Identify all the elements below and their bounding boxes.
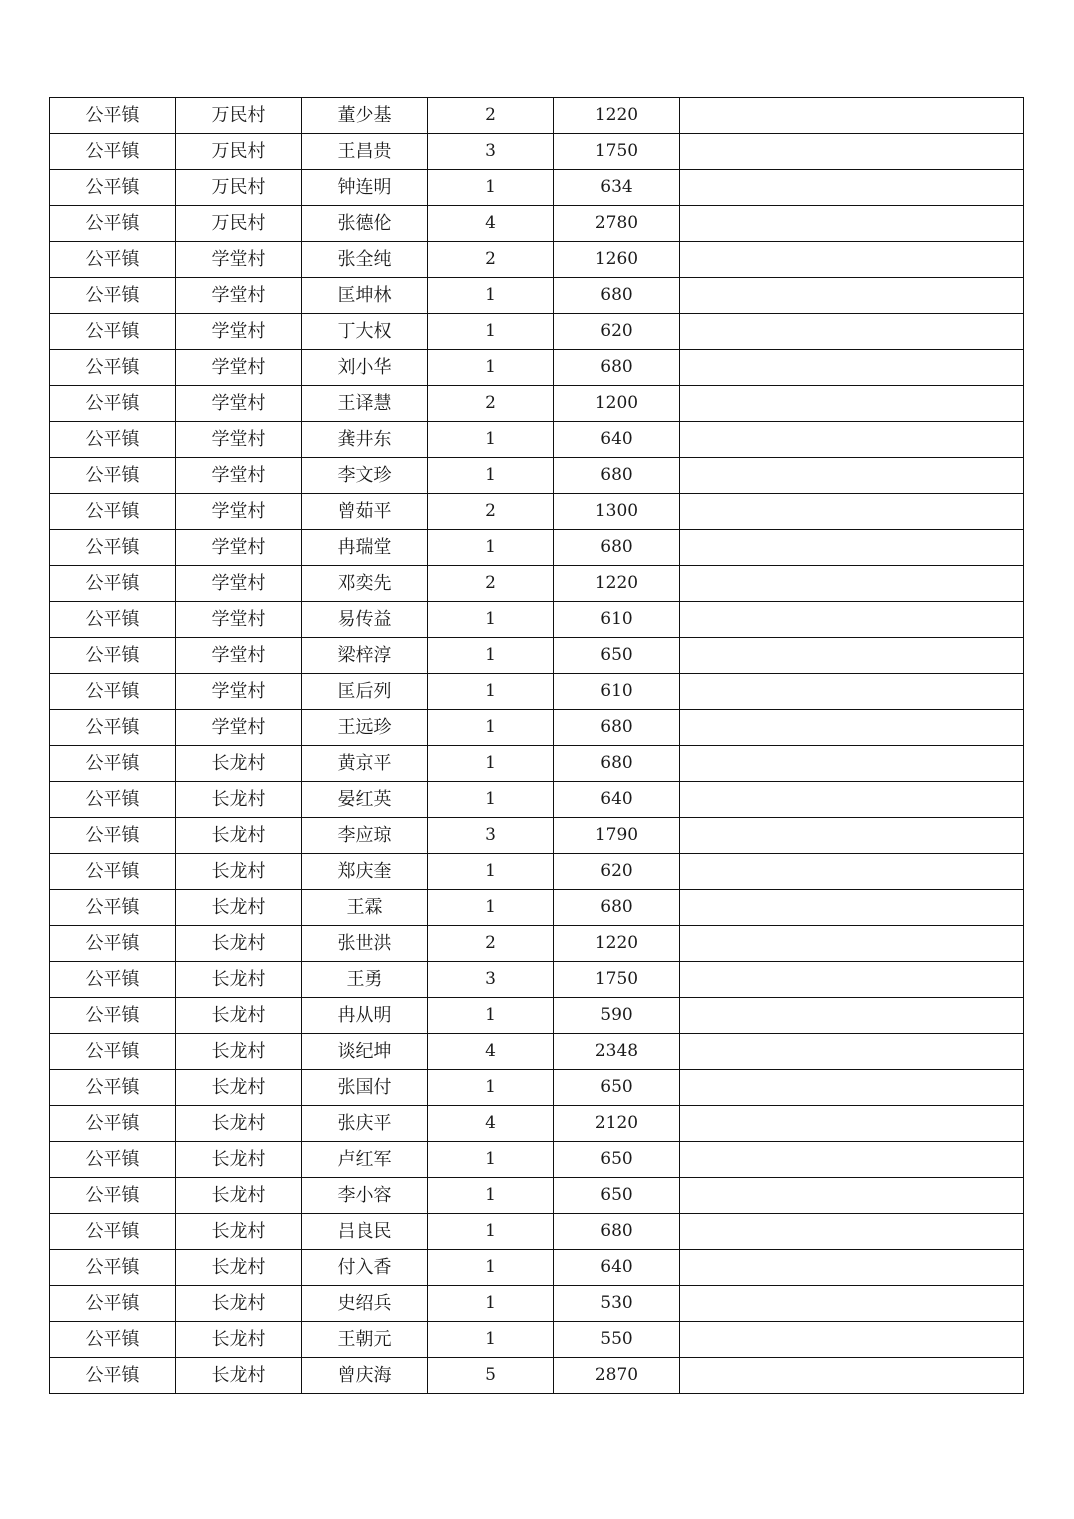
note-cell [680, 746, 1024, 782]
town-cell: 公平镇 [50, 1142, 176, 1178]
town-cell: 公平镇 [50, 926, 176, 962]
note-cell [680, 314, 1024, 350]
name-cell: 冉从明 [302, 998, 428, 1034]
name-cell: 曾茹平 [302, 494, 428, 530]
amount-cell: 1220 [554, 566, 680, 602]
village-cell: 学堂村 [176, 350, 302, 386]
table-row [50, 1178, 1024, 1214]
village-cell: 长龙村 [176, 962, 302, 998]
village-cell: 学堂村 [176, 458, 302, 494]
amount-cell: 530 [554, 1286, 680, 1322]
village-cell: 长龙村 [176, 746, 302, 782]
village-cell: 学堂村 [176, 710, 302, 746]
household-count-cell: 1 [428, 638, 554, 674]
household-count-cell: 1 [428, 1286, 554, 1322]
household-count-cell: 1 [428, 1142, 554, 1178]
note-cell [680, 530, 1024, 566]
amount-cell: 590 [554, 998, 680, 1034]
village-cell: 学堂村 [176, 314, 302, 350]
amount-cell: 2348 [554, 1034, 680, 1070]
household-count-cell: 3 [428, 962, 554, 998]
household-count-cell: 4 [428, 206, 554, 242]
household-count-cell: 1 [428, 1250, 554, 1286]
table-row [50, 854, 1024, 890]
village-cell: 学堂村 [176, 530, 302, 566]
town-cell: 公平镇 [50, 998, 176, 1034]
table-row [50, 1286, 1024, 1322]
name-cell: 晏红英 [302, 782, 428, 818]
note-cell [680, 1178, 1024, 1214]
table-row [50, 278, 1024, 314]
village-cell: 长龙村 [176, 1178, 302, 1214]
amount-cell: 620 [554, 314, 680, 350]
village-cell: 长龙村 [176, 1106, 302, 1142]
table-row [50, 1250, 1024, 1286]
note-cell [680, 638, 1024, 674]
amount-cell: 680 [554, 890, 680, 926]
household-count-cell: 3 [428, 134, 554, 170]
amount-cell: 650 [554, 1070, 680, 1106]
table-row [50, 782, 1024, 818]
note-cell [680, 1286, 1024, 1322]
household-count-cell: 1 [428, 278, 554, 314]
table-row [50, 746, 1024, 782]
village-cell: 学堂村 [176, 566, 302, 602]
note-cell [680, 818, 1024, 854]
table-row [50, 458, 1024, 494]
name-cell: 匡后列 [302, 674, 428, 710]
amount-cell: 650 [554, 1142, 680, 1178]
amount-cell: 1220 [554, 98, 680, 134]
village-cell: 长龙村 [176, 926, 302, 962]
table-row [50, 566, 1024, 602]
village-cell: 长龙村 [176, 1214, 302, 1250]
household-count-cell: 5 [428, 1358, 554, 1394]
village-cell: 长龙村 [176, 782, 302, 818]
household-count-cell: 2 [428, 494, 554, 530]
amount-cell: 1750 [554, 962, 680, 998]
town-cell: 公平镇 [50, 962, 176, 998]
household-count-cell: 2 [428, 242, 554, 278]
records-table [49, 97, 1024, 1394]
village-cell: 学堂村 [176, 674, 302, 710]
note-cell [680, 1214, 1024, 1250]
amount-cell: 640 [554, 1250, 680, 1286]
note-cell [680, 710, 1024, 746]
amount-cell: 1200 [554, 386, 680, 422]
household-count-cell: 1 [428, 1178, 554, 1214]
table-row [50, 1214, 1024, 1250]
town-cell: 公平镇 [50, 638, 176, 674]
note-cell [680, 458, 1024, 494]
household-count-cell: 1 [428, 314, 554, 350]
amount-cell: 2780 [554, 206, 680, 242]
village-cell: 长龙村 [176, 1250, 302, 1286]
table-row [50, 206, 1024, 242]
household-count-cell: 2 [428, 566, 554, 602]
note-cell [680, 386, 1024, 422]
amount-cell: 680 [554, 278, 680, 314]
household-count-cell: 3 [428, 818, 554, 854]
name-cell: 王昌贵 [302, 134, 428, 170]
name-cell: 张全纯 [302, 242, 428, 278]
name-cell: 谈纪坤 [302, 1034, 428, 1070]
household-count-cell: 1 [428, 422, 554, 458]
town-cell: 公平镇 [50, 350, 176, 386]
name-cell: 王霖 [302, 890, 428, 926]
town-cell: 公平镇 [50, 710, 176, 746]
note-cell [680, 602, 1024, 638]
note-cell [680, 962, 1024, 998]
town-cell: 公平镇 [50, 1034, 176, 1070]
name-cell: 匡坤林 [302, 278, 428, 314]
note-cell [680, 854, 1024, 890]
table-row [50, 1322, 1024, 1358]
table-row [50, 926, 1024, 962]
amount-cell: 1300 [554, 494, 680, 530]
name-cell: 张德伦 [302, 206, 428, 242]
town-cell: 公平镇 [50, 1106, 176, 1142]
name-cell: 丁大权 [302, 314, 428, 350]
table-row [50, 386, 1024, 422]
table-row [50, 134, 1024, 170]
household-count-cell: 1 [428, 458, 554, 494]
note-cell [680, 1322, 1024, 1358]
town-cell: 公平镇 [50, 602, 176, 638]
name-cell: 张庆平 [302, 1106, 428, 1142]
amount-cell: 2870 [554, 1358, 680, 1394]
note-cell [680, 890, 1024, 926]
table-row [50, 350, 1024, 386]
note-cell [680, 494, 1024, 530]
village-cell: 长龙村 [176, 890, 302, 926]
amount-cell: 650 [554, 638, 680, 674]
town-cell: 公平镇 [50, 1286, 176, 1322]
note-cell [680, 1070, 1024, 1106]
amount-cell: 680 [554, 1214, 680, 1250]
note-cell [680, 566, 1024, 602]
household-count-cell: 1 [428, 854, 554, 890]
name-cell: 钟连明 [302, 170, 428, 206]
amount-cell: 1220 [554, 926, 680, 962]
town-cell: 公平镇 [50, 566, 176, 602]
amount-cell: 2120 [554, 1106, 680, 1142]
name-cell: 张世洪 [302, 926, 428, 962]
household-count-cell: 1 [428, 530, 554, 566]
name-cell: 梁梓淳 [302, 638, 428, 674]
note-cell [680, 350, 1024, 386]
note-cell [680, 1250, 1024, 1286]
amount-cell: 680 [554, 530, 680, 566]
household-count-cell: 1 [428, 350, 554, 386]
household-count-cell: 1 [428, 710, 554, 746]
amount-cell: 1790 [554, 818, 680, 854]
name-cell: 卢红军 [302, 1142, 428, 1178]
records-table-body [50, 98, 1024, 1394]
household-count-cell: 1 [428, 998, 554, 1034]
name-cell: 曾庆海 [302, 1358, 428, 1394]
table-row [50, 962, 1024, 998]
table-row [50, 98, 1024, 134]
town-cell: 公平镇 [50, 170, 176, 206]
town-cell: 公平镇 [50, 386, 176, 422]
household-count-cell: 1 [428, 890, 554, 926]
village-cell: 长龙村 [176, 1142, 302, 1178]
table-row [50, 890, 1024, 926]
village-cell: 万民村 [176, 206, 302, 242]
town-cell: 公平镇 [50, 1214, 176, 1250]
household-count-cell: 1 [428, 674, 554, 710]
name-cell: 龚井东 [302, 422, 428, 458]
table-row [50, 1070, 1024, 1106]
household-count-cell: 1 [428, 746, 554, 782]
town-cell: 公平镇 [50, 854, 176, 890]
amount-cell: 610 [554, 674, 680, 710]
note-cell [680, 1358, 1024, 1394]
town-cell: 公平镇 [50, 890, 176, 926]
name-cell: 王译慧 [302, 386, 428, 422]
note-cell [680, 1034, 1024, 1070]
note-cell [680, 674, 1024, 710]
amount-cell: 650 [554, 1178, 680, 1214]
name-cell: 李文珍 [302, 458, 428, 494]
name-cell: 刘小华 [302, 350, 428, 386]
note-cell [680, 782, 1024, 818]
amount-cell: 680 [554, 710, 680, 746]
table-row [50, 998, 1024, 1034]
table-row [50, 170, 1024, 206]
name-cell: 黄京平 [302, 746, 428, 782]
table-row [50, 530, 1024, 566]
town-cell: 公平镇 [50, 1358, 176, 1394]
household-count-cell: 4 [428, 1034, 554, 1070]
table-row [50, 1142, 1024, 1178]
town-cell: 公平镇 [50, 134, 176, 170]
town-cell: 公平镇 [50, 206, 176, 242]
village-cell: 万民村 [176, 98, 302, 134]
household-count-cell: 1 [428, 1214, 554, 1250]
note-cell [680, 206, 1024, 242]
town-cell: 公平镇 [50, 278, 176, 314]
amount-cell: 640 [554, 782, 680, 818]
village-cell: 学堂村 [176, 386, 302, 422]
village-cell: 长龙村 [176, 1070, 302, 1106]
amount-cell: 550 [554, 1322, 680, 1358]
household-count-cell: 2 [428, 926, 554, 962]
household-count-cell: 1 [428, 1070, 554, 1106]
village-cell: 长龙村 [176, 1034, 302, 1070]
table-row [50, 242, 1024, 278]
household-count-cell: 1 [428, 1322, 554, 1358]
town-cell: 公平镇 [50, 1178, 176, 1214]
village-cell: 学堂村 [176, 278, 302, 314]
name-cell: 史绍兵 [302, 1286, 428, 1322]
table-row [50, 602, 1024, 638]
town-cell: 公平镇 [50, 458, 176, 494]
village-cell: 长龙村 [176, 1358, 302, 1394]
village-cell: 万民村 [176, 170, 302, 206]
table-row [50, 494, 1024, 530]
name-cell: 董少基 [302, 98, 428, 134]
note-cell [680, 278, 1024, 314]
town-cell: 公平镇 [50, 818, 176, 854]
amount-cell: 1260 [554, 242, 680, 278]
household-count-cell: 1 [428, 170, 554, 206]
table-row [50, 638, 1024, 674]
name-cell: 付入香 [302, 1250, 428, 1286]
table-row [50, 674, 1024, 710]
village-cell: 长龙村 [176, 998, 302, 1034]
household-count-cell: 2 [428, 98, 554, 134]
name-cell: 王远珍 [302, 710, 428, 746]
table-row [50, 1034, 1024, 1070]
town-cell: 公平镇 [50, 1250, 176, 1286]
village-cell: 长龙村 [176, 818, 302, 854]
name-cell: 郑庆奎 [302, 854, 428, 890]
village-cell: 学堂村 [176, 494, 302, 530]
table-row [50, 422, 1024, 458]
table-row [50, 1106, 1024, 1142]
name-cell: 张国付 [302, 1070, 428, 1106]
note-cell [680, 1142, 1024, 1178]
note-cell [680, 422, 1024, 458]
name-cell: 冉瑞堂 [302, 530, 428, 566]
amount-cell: 680 [554, 458, 680, 494]
town-cell: 公平镇 [50, 494, 176, 530]
town-cell: 公平镇 [50, 242, 176, 278]
note-cell [680, 98, 1024, 134]
town-cell: 公平镇 [50, 98, 176, 134]
town-cell: 公平镇 [50, 1070, 176, 1106]
amount-cell: 610 [554, 602, 680, 638]
note-cell [680, 170, 1024, 206]
village-cell: 学堂村 [176, 422, 302, 458]
household-count-cell: 4 [428, 1106, 554, 1142]
town-cell: 公平镇 [50, 422, 176, 458]
town-cell: 公平镇 [50, 1322, 176, 1358]
village-cell: 长龙村 [176, 1286, 302, 1322]
table-row [50, 710, 1024, 746]
village-cell: 长龙村 [176, 854, 302, 890]
amount-cell: 634 [554, 170, 680, 206]
town-cell: 公平镇 [50, 782, 176, 818]
amount-cell: 640 [554, 422, 680, 458]
table-row [50, 818, 1024, 854]
name-cell: 李小容 [302, 1178, 428, 1214]
village-cell: 学堂村 [176, 242, 302, 278]
note-cell [680, 1106, 1024, 1142]
town-cell: 公平镇 [50, 674, 176, 710]
amount-cell: 620 [554, 854, 680, 890]
village-cell: 学堂村 [176, 602, 302, 638]
village-cell: 万民村 [176, 134, 302, 170]
household-count-cell: 2 [428, 386, 554, 422]
village-cell: 长龙村 [176, 1322, 302, 1358]
household-count-cell: 1 [428, 602, 554, 638]
note-cell [680, 998, 1024, 1034]
town-cell: 公平镇 [50, 530, 176, 566]
name-cell: 王朝元 [302, 1322, 428, 1358]
name-cell: 易传益 [302, 602, 428, 638]
table-row [50, 314, 1024, 350]
note-cell [680, 134, 1024, 170]
note-cell [680, 242, 1024, 278]
town-cell: 公平镇 [50, 314, 176, 350]
village-cell: 学堂村 [176, 638, 302, 674]
name-cell: 邓奕先 [302, 566, 428, 602]
note-cell [680, 926, 1024, 962]
amount-cell: 680 [554, 350, 680, 386]
name-cell: 王勇 [302, 962, 428, 998]
amount-cell: 680 [554, 746, 680, 782]
name-cell: 李应琼 [302, 818, 428, 854]
amount-cell: 1750 [554, 134, 680, 170]
household-count-cell: 1 [428, 782, 554, 818]
table-row [50, 1358, 1024, 1394]
name-cell: 吕良民 [302, 1214, 428, 1250]
town-cell: 公平镇 [50, 746, 176, 782]
